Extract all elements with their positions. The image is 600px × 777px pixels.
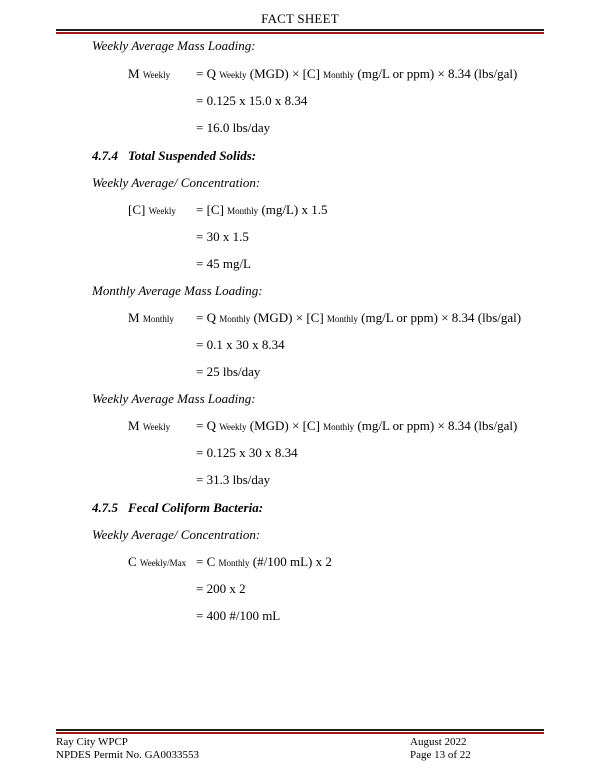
subheading-weekly-mass-loading: Weekly Average Mass Loading: xyxy=(92,391,256,406)
footer-permit: NPDES Permit No. GA0033553 xyxy=(56,749,200,761)
footer-page-number: Page 13 of 22 xyxy=(410,749,471,761)
equation-result: = 45 mg/L xyxy=(196,256,251,271)
equation-line: = 0.125 x 30 x 8.34 xyxy=(196,445,298,460)
footer-left xyxy=(56,736,199,762)
equation-line: = C Monthly (#/100 mL) x 2 xyxy=(196,554,332,569)
subheading-weekly-concentration: Weekly Average/ Concentration: xyxy=(92,527,261,542)
equation-variable: M Monthly xyxy=(128,310,174,325)
equation-result: = 400 #/100 mL xyxy=(196,608,281,623)
header-rule xyxy=(56,29,544,34)
equation-variable: [C] Weekly xyxy=(128,202,176,217)
equation-variable: C Weekly/Max xyxy=(128,554,187,569)
section-title-tss: 4.7.4 Total Suspended Solids: xyxy=(92,148,257,163)
equation-result: = 31.3 lbs/day xyxy=(196,472,271,487)
equation-line: = 200 x 2 xyxy=(196,581,246,596)
footer-facility: Ray City WPCP xyxy=(56,736,128,748)
section-title-fecal-coliform: 4.7.5 Fecal Coliform Bacteria: xyxy=(92,500,264,515)
equation-line: = Q Weekly (MGD) × [C] Monthly (mg/L or ppm) × 8.34 (lbs/gal) xyxy=(196,418,518,433)
equation-line: = 30 x 1.5 xyxy=(196,229,249,244)
equation-line: = 0.125 x 15.0 x 8.34 xyxy=(196,93,308,108)
equation-variable: M Weekly xyxy=(128,66,171,81)
equation-variable: M Weekly xyxy=(128,418,171,433)
equation-line: = Q Weekly (MGD) × [C] Monthly (mg/L or ppm) × 8.34 (lbs/gal) xyxy=(196,66,518,81)
subheading-weekly-mass-loading: Weekly Average Mass Loading: xyxy=(92,38,256,53)
equation-line: = 0.1 x 30 x 8.34 xyxy=(196,337,285,352)
page-header-title: FACT SHEET xyxy=(261,11,339,26)
equation-line: = [C] Monthly (mg/L) x 1.5 xyxy=(196,202,328,217)
equation-line: = Q Monthly (MGD) × [C] Monthly (mg/L or ppm) × 8.34 (lbs/gal) xyxy=(196,310,522,325)
footer-rule xyxy=(56,729,544,734)
equation-result: = 25 lbs/day xyxy=(196,364,261,379)
footer-date: August 2022 xyxy=(410,736,467,748)
subheading-monthly-mass-loading: Monthly Average Mass Loading: xyxy=(92,283,263,298)
footer-right xyxy=(410,736,471,762)
subheading-weekly-concentration: Weekly Average/ Concentration: xyxy=(92,175,261,190)
equation-result: = 16.0 lbs/day xyxy=(196,120,271,135)
